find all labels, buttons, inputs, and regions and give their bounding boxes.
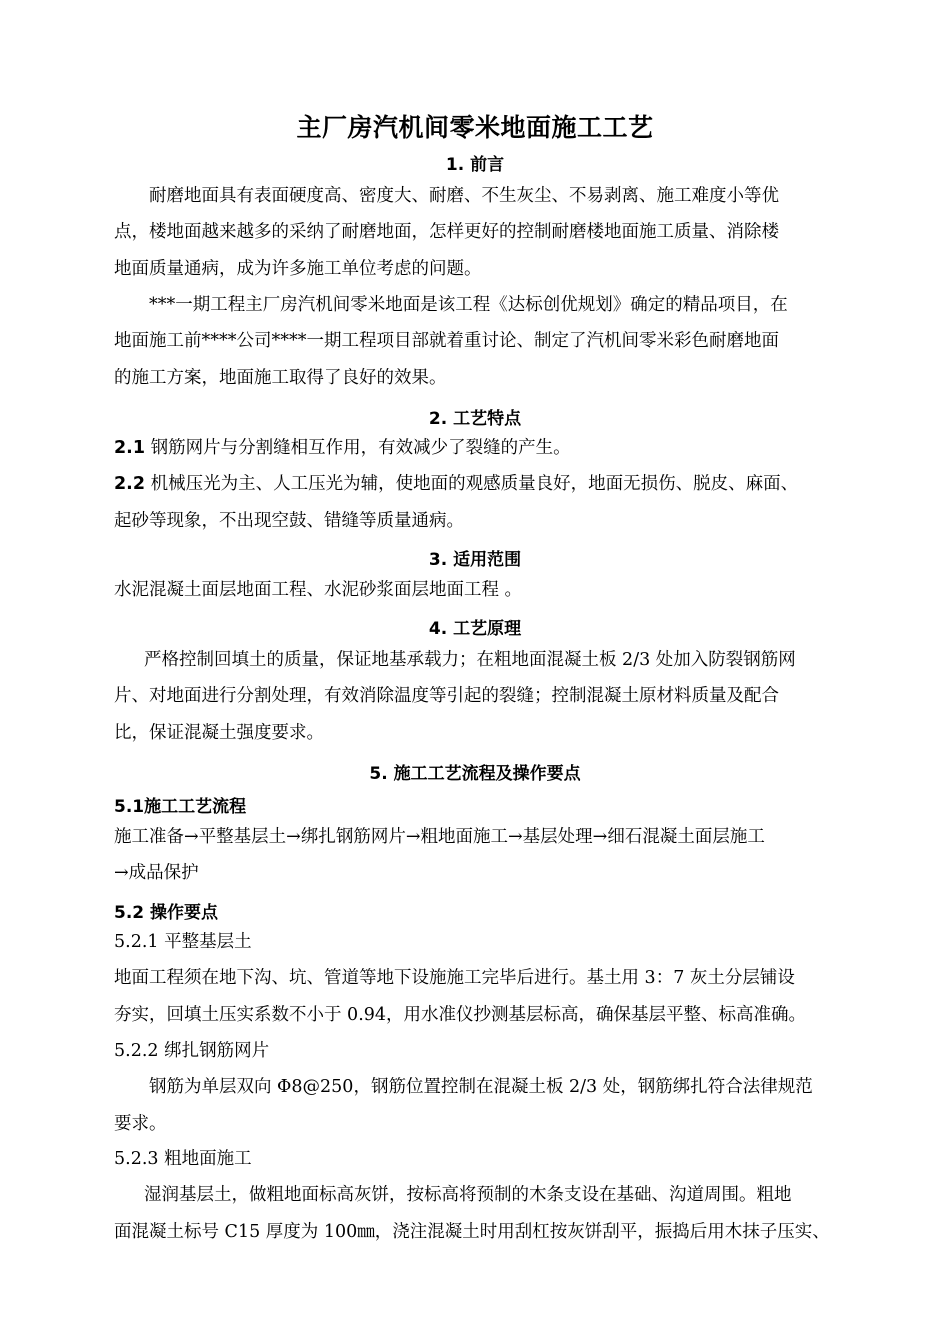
text-line: ***一期工程主厂房汽机间零米地面是该工程《达标创优规划》确定的精品项目，在 (149, 295, 788, 315)
subsection-title: 5.2.3 粗地面施工 (114, 1149, 252, 1169)
subsection-title: 5.2.1 平整基层土 (114, 932, 252, 952)
item-text: 机械压光为主、人工压光为辅，使地面的观感质量良好，地面无损伤、脱皮、麻面、 (145, 474, 799, 495)
document-title: 主厂房汽机间零米地面施工工艺 (296, 113, 654, 142)
section-3-heading: 3. 适用范围 (428, 550, 522, 570)
text-line: 地面工程须在地下沟、坑、管道等地下设施施工完毕后进行。基土用 3：7 灰土分层铺设 (114, 968, 795, 989)
subsection-5-1-title: 5.1施工工艺流程 (114, 797, 247, 817)
section-3-paragraph (114, 572, 874, 608)
subsection-5-2-1 (114, 924, 874, 1033)
section-1-paragraph-1 (114, 178, 874, 287)
item-number: 2.1 (114, 438, 146, 458)
text-line: 水泥混凝土面层地面工程、水泥砂浆面层地面工程 。 (114, 580, 523, 600)
text-line: 要求。 (114, 1113, 167, 1134)
text-line: 地面质量通病，成为许多施工单位考虑的问题。 (114, 258, 482, 279)
section-1-heading: 1. 前言 (445, 155, 505, 175)
section-5-heading: 5. 施工工艺流程及操作要点 (369, 764, 581, 784)
item-number: 2.2 (114, 474, 146, 495)
text-line: 耐磨地面具有表面硬度高、密度大、耐磨、不生灰尘、不易剥离、施工难度小等优 (149, 186, 779, 206)
section-1-paragraph-2 (114, 287, 874, 396)
text-line: →成品保护 (114, 863, 199, 884)
text-line: 的施工方案，地面施工取得了良好的效果。 (114, 367, 447, 388)
text-line: 比，保证混凝土强度要求。 (114, 722, 324, 743)
section-4-paragraph (114, 642, 874, 751)
text-line: 施工准备→平整基层土→绑扎钢筋网片→粗地面施工→基层处理→细石混凝土面层施工 (114, 827, 765, 847)
text-line: 点，楼地面越来越多的采纳了耐磨地面，怎样更好的控制耐磨楼地面施工质量、消除楼 (114, 222, 779, 243)
subsection-5-1-flow (114, 819, 874, 892)
list-item (114, 466, 874, 502)
text-line: 地面施工前****公司****一期工程项目部就着重讨论、制定了汽机间零米彩色耐磨地面 (114, 331, 779, 352)
subsection-5-2-title: 5.2 操作要点 (114, 903, 219, 923)
list-item (114, 430, 874, 466)
text-line: 夯实，回填土压实系数不小于 0.94，用水准仪抄测基层标高，确保基层平整、标高准确。 (114, 1004, 807, 1025)
text-line: 钢筋为单层双向 Φ8@250，钢筋位置控制在混凝土板 2/3 处，钢筋绑扎符合法律规范 (149, 1077, 813, 1098)
text-line: 严格控制回填土的质量，保证地基承载力；在粗地面混凝土板 2/3 处加入防裂钢筋网 (144, 650, 796, 670)
text-line: 湿润基层土，做粗地面标高灰饼，按标高将预制的木条支设在基础、沟道周围。粗地 (144, 1185, 792, 1206)
text-line: 面混凝土标号 C15 厚度为 100㎜，浇注混凝土时用刮杠按灰饼刮平，振捣后用木抹子压实、 (114, 1221, 830, 1242)
section-4-heading: 4. 工艺原理 (428, 619, 522, 639)
section-2-heading: 2. 工艺特点 (428, 409, 522, 429)
subsection-5-2-3 (114, 1141, 874, 1250)
text-line: 片、对地面进行分割处理，有效消除温度等引起的裂缝；控制混凝土原材料质量及配合 (114, 686, 779, 707)
section-2-items (114, 430, 874, 539)
subsection-title: 5.2.2 绑扎钢筋网片 (114, 1041, 270, 1061)
text-line: 起砂等现象，不出现空鼓、错缝等质量通病。 (114, 510, 464, 531)
subsection-5-2-2 (114, 1033, 874, 1142)
item-text: 钢筋网片与分割缝相互作用，有效减少了裂缝的产生。 (145, 438, 571, 458)
